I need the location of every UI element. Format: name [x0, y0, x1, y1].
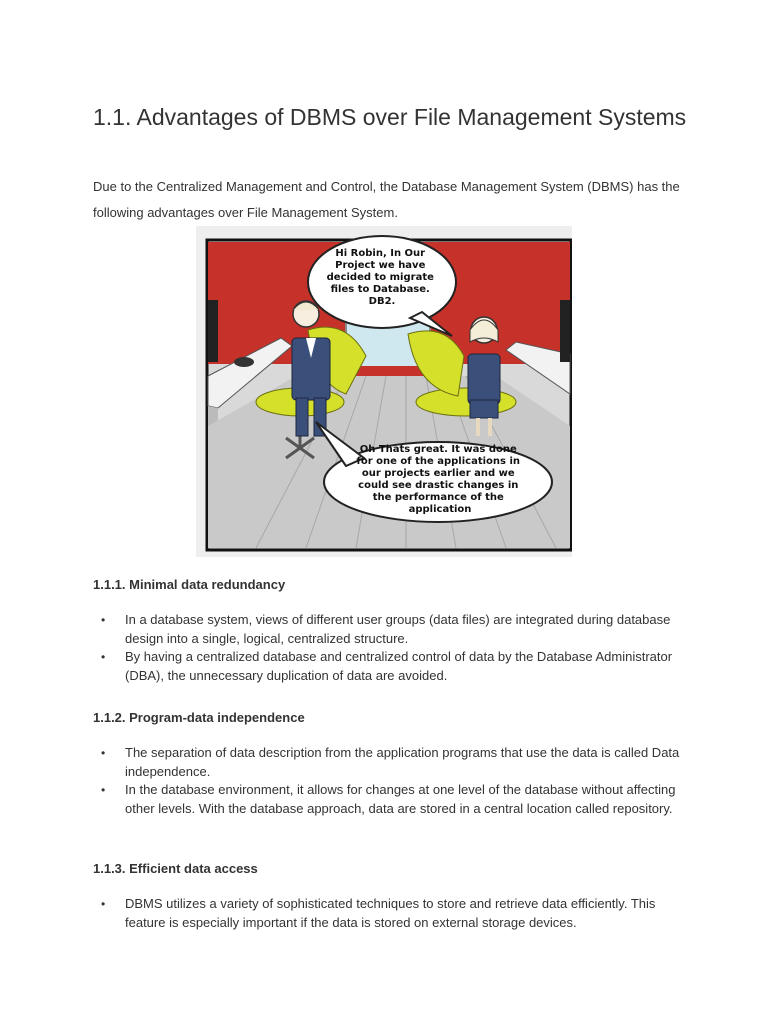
list-item: • DBMS utilizes a variety of sophisticated techniques to store and retrieve data efficiently. This feature is especially important if the data is stored on external storage devices.	[93, 895, 683, 932]
bubble-2-line: for one of the applications in	[356, 456, 521, 467]
bubble-1-line: files to Database.	[330, 284, 430, 295]
list-item: • The separation of data description from the application programs that use the data is called Data independence.	[93, 744, 683, 781]
bubble-1-line: DB2.	[368, 296, 396, 307]
bubble-1-line: Project we have	[335, 260, 426, 271]
list-efficient-access	[93, 895, 683, 932]
section-heading-minimal-redundancy: 1.1.1. Minimal data redundancy	[93, 577, 286, 592]
bubble-2-line: our projects earlier and we	[361, 468, 515, 479]
section-heading-program-data-independence: 1.1.2. Program-data independence	[93, 710, 305, 725]
list-item: • In the database environment, it allows for changes at one level of the database without affecting other levels. With the database approach, data are stored in a central location called repository.	[93, 781, 683, 818]
page-title: 1.1. Advantages of DBMS over File Management Systems	[93, 104, 687, 130]
bubble-2-line: the performance of the	[372, 492, 504, 503]
bubble-2-line: could see drastic changes in	[358, 480, 519, 491]
intro-paragraph: Due to the Centralized Management and Control, the Database Management System (DBMS) has the following advantages over File Management System.	[93, 179, 680, 220]
list-minimal-redundancy	[93, 611, 683, 685]
office-comic-illustration	[196, 226, 572, 557]
bubble-1-line: decided to migrate	[326, 272, 434, 283]
bubble-1-line: Hi Robin, In Our	[335, 248, 426, 259]
list-item: • In a database system, views of different user groups (data files) are integrated during database design into a single, logical, centralized structure.	[93, 611, 683, 648]
bubble-2-line: application	[408, 504, 472, 515]
list-item: • By having a centralized database and centralized control of data by the Database Administrator (DBA), the unnecessary duplication of data are avoided.	[93, 648, 683, 685]
section-heading-efficient-access: 1.1.3. Efficient data access	[93, 861, 258, 876]
list-program-data-independence	[93, 744, 683, 818]
bubble-2-line: Oh Thats great. It was done	[359, 444, 517, 455]
